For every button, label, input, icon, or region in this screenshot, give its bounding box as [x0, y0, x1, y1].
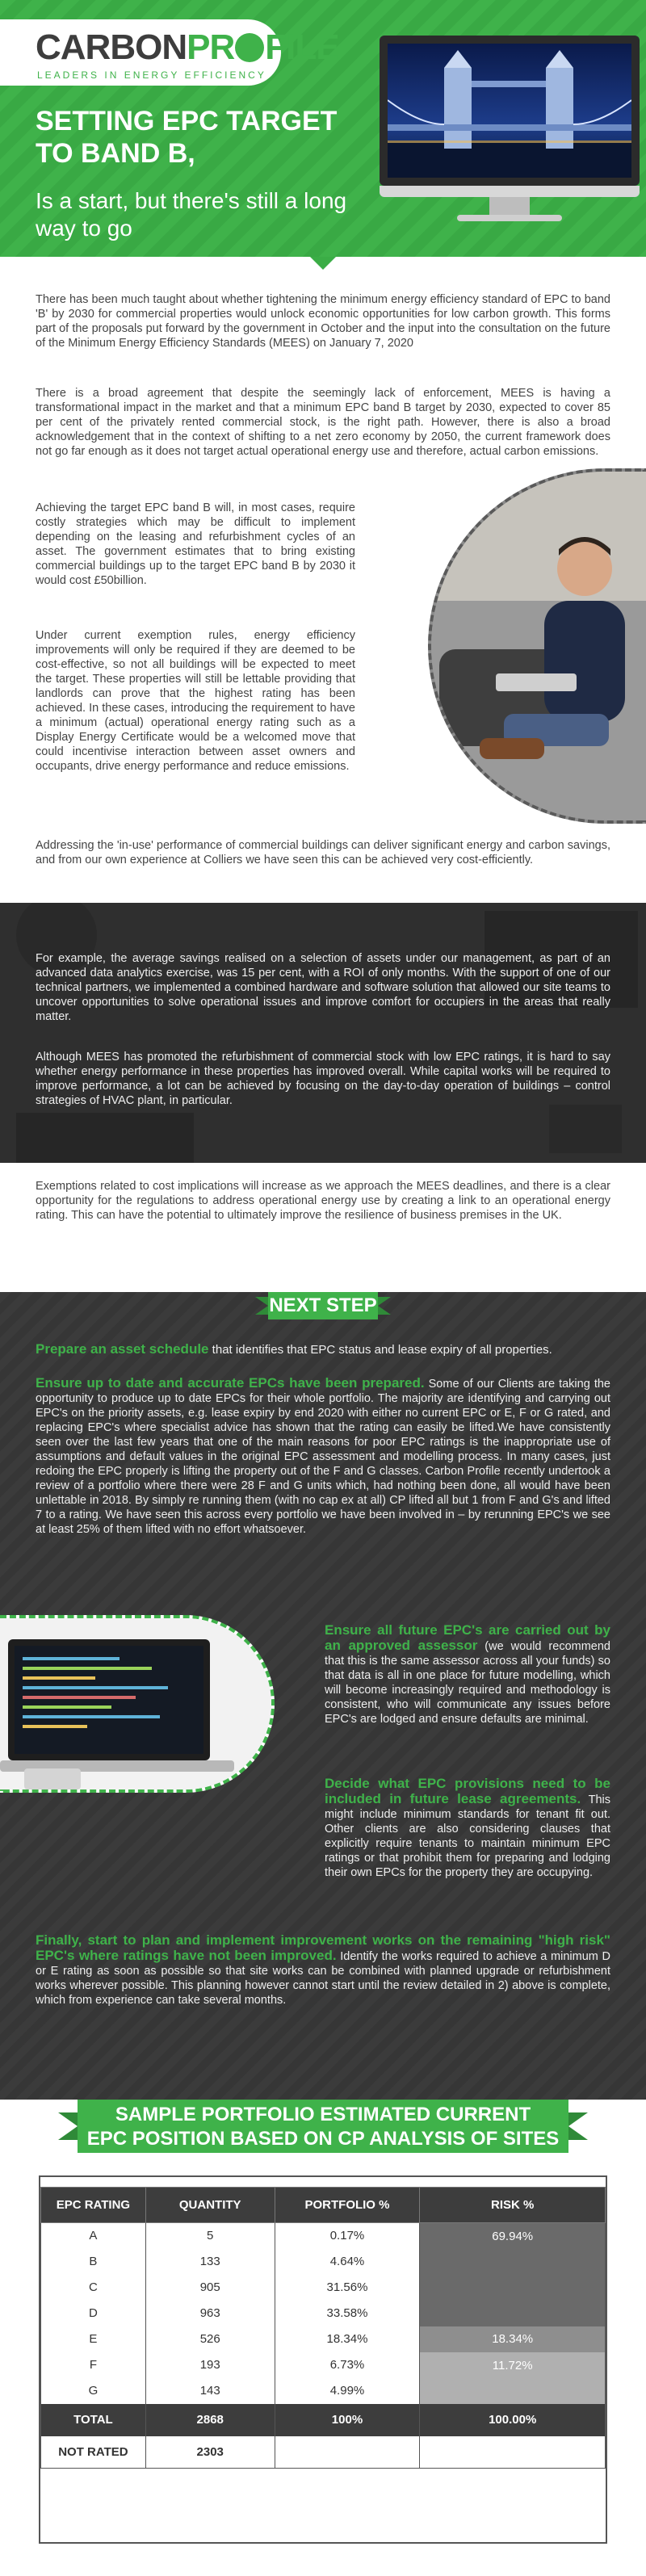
cell-portfolio: 4.64% [275, 2249, 420, 2275]
cell-portfolio: 6.73% [275, 2352, 420, 2378]
cell-portfolio: 18.34% [275, 2326, 420, 2352]
dark-paragraph-1: For example, the average savings realised on a selection of assets under our management, as part of an advanced data analytics exercise, was 15 per cent, with a ROI of only months. With the support of one of our technical partners, we implemented a combined hardware and software solution that allowed our site teams to uncover opportunities to solve operational issues and improve comfort for occupiers in the areas that really matter. [36, 952, 610, 1023]
cell-not-rated-label: NOT RATED [41, 2436, 146, 2469]
step-2-heading: Ensure up to date and accurate EPCs have been prepared. [36, 1375, 425, 1391]
table-header-row [41, 2188, 606, 2223]
cell-quantity: 963 [145, 2301, 275, 2326]
table-row [41, 2326, 606, 2352]
logo-word-carbon: CARBON [36, 27, 187, 67]
intro-paragraph-2: There is a broad agreement that despite the seemingly lack of enforcement, MEES is having a transformational impact in the market and that a minimum EPC band B target by 2030, expected to cover 85 per cent of the privately rented commercial stock, is the right path. However, there is also a broad acknowledgement that in the context of shifting to a net zero economy by 2050, the current framework does not go far enough as it does not target actual operational energy use and therefore, actual carbon emissions. [36, 387, 610, 458]
cell-rating: A [41, 2223, 146, 2249]
cell-not-rated-quantity: 2303 [145, 2436, 275, 2469]
table-total-row [41, 2404, 606, 2436]
step-2-body: Some of our Clients are taking the opportunity to produce up to date EPCs for their whole portfolio. The majority are identifying and carrying out EPC's on the priority assets, e.g. lease expiry by end 2020 with either no current EPC or E, F or G rated, and replacing EPC's where specialist advice has shown that the rating can easily be lifted.We have consistently seen over the last few years that one of the main reasons for poor EPC ratings is the inappropriate use of assumptions and default values in the original EPC assessment and modelling process. In many cases, just redoing the EPC properly is lifting the property out of the F and G classes. Carbon Profile recently undertook a review of a portfolio where there were 28 F and G units which, had nothing been done, all would have been unlettable in 2018. By simply re running them (with no cap ex at all) CP lifted all but 1 from F and G's and lifted 7 to a rating. We have seen this across every portfolio we have been involved in – by rerunning EPC's we see at least 25% of them lifted with no effort whatsoever. [36, 1378, 610, 1536]
step-5 [36, 1933, 610, 2008]
monitor-illustration [380, 36, 640, 221]
cell-quantity: 5 [145, 2223, 275, 2249]
cell-portfolio: 33.58% [275, 2301, 420, 2326]
col-header-risk-pct: RISK % [420, 2188, 606, 2223]
logo-tagline: LEADERS IN ENERGY EFFICIENCY [37, 69, 266, 81]
intro-paragraph-3: Achieving the target EPC band B will, in most cases, require costly strategies which may be difficult to implement depending on the leasing and refurbishment cycles of an asset. The government estimates that to bring existing commercial buildings up to the target EPC band B by 2030 it would cost £50billion. [36, 501, 355, 587]
page-title: SETTING EPC TARGET TO BAND B, [36, 106, 338, 169]
epc-position-table [40, 2187, 606, 2469]
laptop-photo [0, 1615, 275, 1793]
step-5-body: Identify the works required to achieve a minimum D or E rating as soon as possible so that site works can be combined with planned upgrade or refurbishment works wherever possible. This planning however cannot start until the review detailed in 2) above is complete, which from experience can take several months. [36, 1950, 610, 2007]
col-header-quantity: QUANTITY [145, 2188, 275, 2223]
logo-o-icon [235, 33, 264, 62]
step-1-heading: Prepare an asset schedule [36, 1341, 209, 1357]
sample-title-line-2: EPC POSITION BASED ON CP ANALYSIS OF SITES [86, 2128, 560, 2150]
cell-rating: E [41, 2326, 146, 2352]
sample-ribbon-tail-left [58, 2112, 78, 2140]
sample-portfolio-title [78, 2100, 568, 2153]
logo-word-file: FILE [265, 27, 339, 67]
table-row [41, 2352, 606, 2378]
laptop-drawing [0, 1618, 271, 1793]
cell-total-quantity: 2868 [145, 2404, 275, 2436]
page-subtitle: Is a start, but there's still a long way to go [36, 188, 347, 241]
col-header-epc-rating: EPC RATING [41, 2188, 146, 2223]
step-5-heading: Finally, start to plan and implement improvement works on the remaining "high risk" EPC's where ratings have not been improved. [36, 1932, 610, 1963]
cell-rating: F [41, 2352, 146, 2378]
logo [36, 27, 339, 68]
step-3 [325, 1623, 610, 1726]
step-1-body: that identifies that EPC status and lease expiry of all properties. [208, 1343, 552, 1357]
next-step-title: NEXT STEP [268, 1292, 378, 1319]
cell-risk-fg: 11.72% [420, 2352, 606, 2404]
cell-quantity: 905 [145, 2275, 275, 2301]
tower-bridge-drawing [388, 44, 631, 178]
cell-rating: B [41, 2249, 146, 2275]
monitor-neck [489, 197, 530, 215]
intro-paragraph-1: There has been much taught about whether tightening the minimum energy efficiency standard of EPC to band 'B' by 2030 for commercial properties would unlock economic opportunities for low carbon growth. This forms part of the proposals put forward by the government in October and the input into the consultation on the future of the Minimum Energy Efficiency Standards (MEES) on January 7, 2020 [36, 293, 610, 350]
cell-portfolio: 4.99% [275, 2378, 420, 2404]
cell-rating: C [41, 2275, 146, 2301]
exemptions-paragraph: Exemptions related to cost implications will increase as we approach the MEES deadlines, and there is a clear opportunity for the regulations to address operational energy use by creating a link to an operational energy rating. This can have the potential to ultimately improve the resilience of business premises in the UK. [36, 1180, 610, 1222]
cell-total-risk: 100.00% [420, 2404, 606, 2436]
step-4 [325, 1777, 610, 1880]
cell-total-label: TOTAL [41, 2404, 146, 2436]
businessman-photo [428, 468, 646, 824]
sample-title-line-1: SAMPLE PORTFOLIO ESTIMATED CURRENT [115, 2104, 531, 2125]
cell-portfolio: 0.17% [275, 2223, 420, 2249]
step-4-body: This might include minimum standards for tenant fit out. Other clients are also considering clauses that explicitly require tenants to maintain minimum EPC ratings or that prohibit them for preparing and lodging their own EPCs for the property they are occupying. [325, 1794, 610, 1879]
cell-not-rated-portfolio [275, 2436, 420, 2469]
cell-rating: G [41, 2378, 146, 2404]
step-2 [36, 1376, 610, 1537]
dark-photo-band [0, 903, 646, 1163]
cell-quantity: 526 [145, 2326, 275, 2352]
sample-ribbon-tail-right [568, 2112, 588, 2140]
cell-risk-e: 18.34% [420, 2326, 606, 2352]
header-pointer [310, 257, 336, 270]
businessman-drawing [431, 472, 646, 824]
logo-word-pr: PR [187, 27, 235, 67]
cell-not-rated-risk [420, 2436, 606, 2469]
table-not-rated-row [41, 2436, 606, 2469]
next-ribbon-tail-right [378, 1297, 391, 1315]
table-row [41, 2223, 606, 2249]
cell-total-portfolio: 100% [275, 2404, 420, 2436]
epc-table-wrap [40, 2187, 606, 2469]
cell-rating: D [41, 2301, 146, 2326]
monitor-base [457, 215, 562, 221]
step-3-heading: Ensure all future EPC's are carried out by an approved assessor [325, 1622, 610, 1653]
step-3-body: (we would recommend that this is the same assessor across all your funds) so that data is all in one place for future modelling, which will become increasingly required and methodology is consistent, who will communicate any issues before EPC's are lodged and ensure defaults are minimal. [325, 1640, 610, 1726]
tower-bridge-photo [388, 44, 631, 178]
cell-portfolio: 31.56% [275, 2275, 420, 2301]
dark-paragraph-2: Although MEES has promoted the refurbishment of commercial stock with low EPC ratings, it is hard to say whether energy performance in these properties has improved overall. While capital works will be required to improve performance, a lot can be achieved by focusing on the day-to-day operation of buildings – control strategies of HVAC plant, in particular. [36, 1051, 610, 1107]
step-4-heading: Decide what EPC provisions need to be included in future lease agreements. [325, 1776, 610, 1806]
monitor-chin [380, 186, 640, 197]
cell-quantity: 143 [145, 2378, 275, 2404]
desk-background [0, 903, 646, 1163]
cell-quantity: 193 [145, 2352, 275, 2378]
intro-paragraph-5: Addressing the 'in-use' performance of commercial buildings can deliver significant energy and carbon savings, and from our own experience at Colliers we have seen this can be achieved very cost-efficiently. [36, 839, 610, 866]
cell-risk-abcd: 69.94% [420, 2223, 606, 2326]
next-ribbon-tail-left [255, 1297, 268, 1315]
cell-quantity: 133 [145, 2249, 275, 2275]
intro-paragraph-4: Under current exemption rules, energy efficiency improvements will only be required if they are deemed to be cost-effective, so not all buildings will be expected to meet the target. These properties will still be lettable providing that landlords can prove that the highest rating has been achieved. In these cases, introducing the requirement to have a minimum (actual) operational energy rating such as a Display Energy Certificate would be a welcomed move that could incentivise interaction between asset owners and occupants, drive energy performance and reduce emissions. [36, 629, 355, 773]
step-1 [36, 1342, 610, 1357]
col-header-portfolio-pct: PORTFOLIO % [275, 2188, 420, 2223]
